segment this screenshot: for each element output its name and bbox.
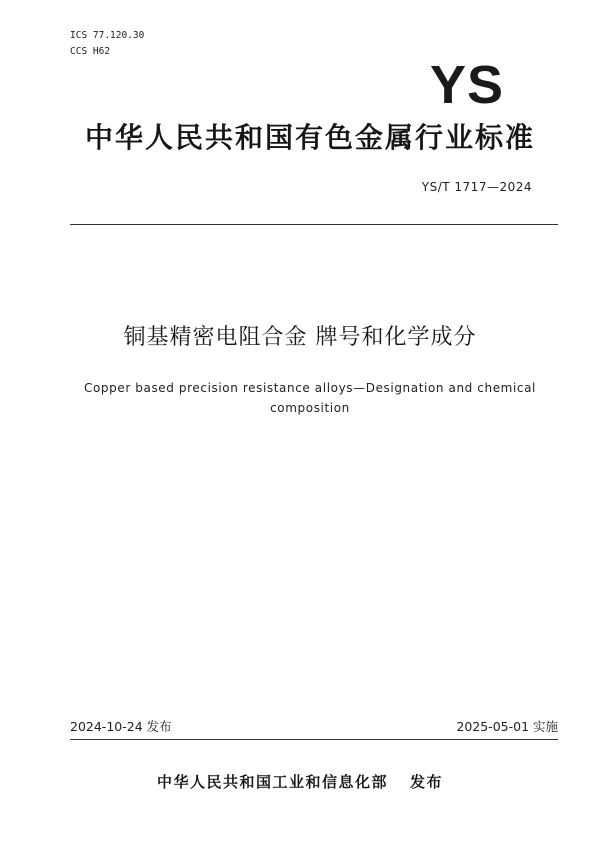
issuer-action: 发布 [410,773,444,791]
implementation-date: 2025-05-01 实施 [456,719,558,734]
issuer-name: 中华人民共和国工业和信息化部 [156,773,388,791]
document-title-en [60,378,560,418]
document-title-en-line2: composition [270,401,350,415]
ys-logo: YS [430,55,505,115]
classification-codes [70,28,144,60]
standard-title: 中华人民共和国有色金属行业标准 [84,121,535,154]
document-title-en-line1: Copper based precision resistance alloys—Designation and chemical [83,381,536,395]
document-title-cn: 铜基精密电阻合金 牌号和化学成分 [123,325,477,350]
top-divider [70,224,558,225]
ics-code: ICS 77.120.30 [70,30,145,41]
standard-number: YS/T 1717—2024 [421,180,532,194]
issue-date: 2024-10-24 发布 [70,719,172,734]
bottom-divider [70,739,558,740]
issuer-line [0,771,600,792]
ccs-code: CCS H62 [70,46,111,57]
